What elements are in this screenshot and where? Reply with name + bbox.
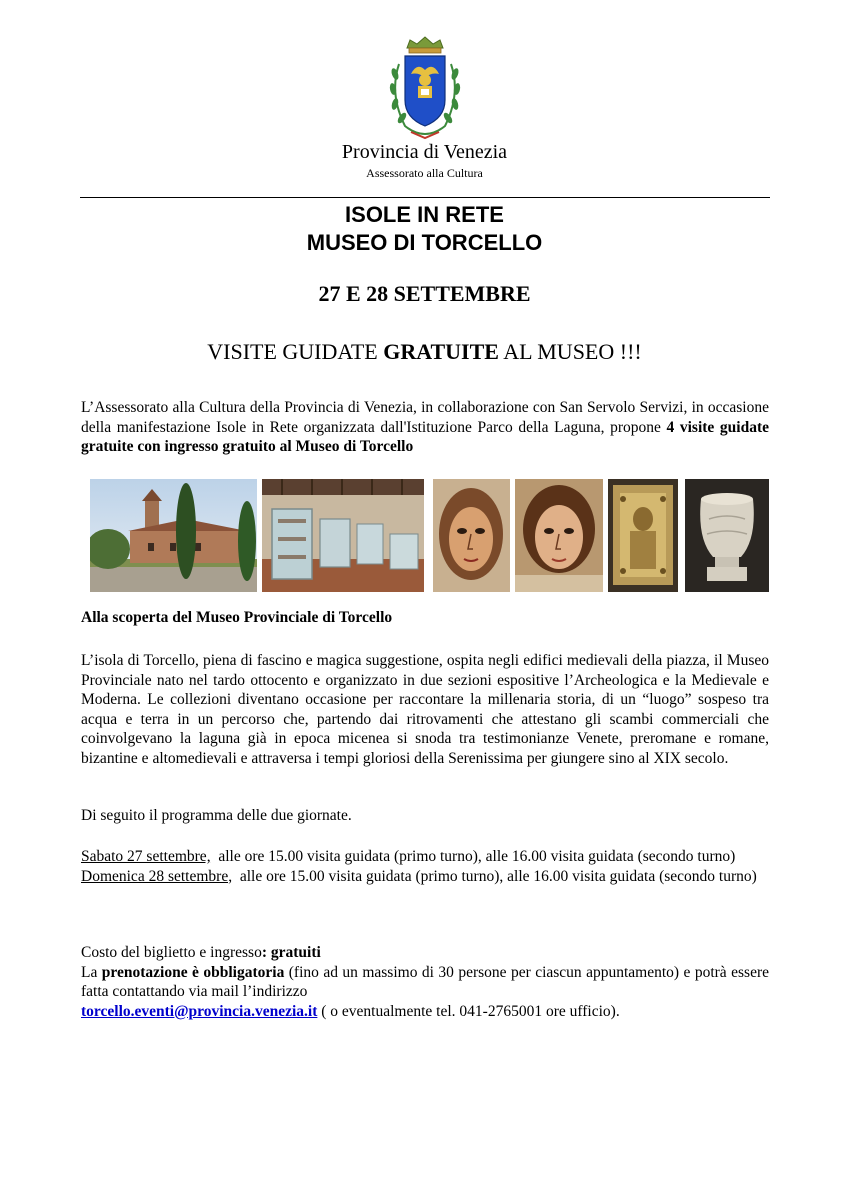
- stone-vase-image: [685, 479, 769, 592]
- visits-text-pre: VISITE GUIDATE: [207, 339, 384, 364]
- intro-paragraph: [81, 398, 769, 457]
- program-schedule: [81, 847, 769, 886]
- organization-department: Assessorato alla Cultura: [366, 166, 483, 180]
- mosaic-face-image-left: [433, 479, 510, 592]
- program-intro: Di seguito il programma delle due giornate.: [81, 807, 352, 824]
- golden-altarpiece-image: [608, 479, 678, 592]
- museum-interior-photo: [262, 479, 424, 592]
- mosaic-face-image-right: [515, 479, 603, 592]
- booking-text: (fino ad un massimo di 30 persone per ciascun appuntamento) e potrà essere fatta contattando via mail l’indirizzo: [81, 963, 769, 1000]
- museum-photo-strip: [90, 479, 769, 592]
- booking-pre: La: [81, 963, 102, 981]
- golden-altarpiece-photo: [608, 479, 678, 592]
- visits-text-post: AL MUSEO !!!: [498, 339, 642, 364]
- schedule-day-1: [81, 847, 769, 867]
- stone-vase-photo: [685, 479, 769, 592]
- email-link[interactable]: torcello.eventi@provincia.venezia.it: [81, 1002, 318, 1020]
- torcello-exterior-image: [90, 479, 257, 592]
- intro-text: L’Assessorato alla Cultura della Provincia di Venezia, in collaborazione con San Servolo Servizi, in occasione della manifestazione Isole in Rete organizzata dall'Istituzione Parco della Laguna, propone: [81, 399, 769, 436]
- cost-label: Costo del biglietto e ingresso: [81, 944, 262, 961]
- section-heading: Alla scoperta del Museo Provinciale di Torcello: [81, 609, 393, 626]
- schedule-day-2: [81, 867, 769, 887]
- day1-text: alle ore 15.00 visita guidata (primo turno), alle 16.00 visita guidata (secondo turno): [210, 848, 736, 865]
- organization-name: Provincia di Venezia: [341, 141, 508, 163]
- event-title: ISOLE IN RETE: [345, 202, 504, 227]
- booking-line: [81, 963, 769, 1002]
- booking-required: prenotazione è obbligatoria: [101, 963, 285, 981]
- mosaic-face-photo-right: [515, 479, 603, 592]
- ticket-info: [81, 943, 769, 1021]
- event-date: 27 E 28 SETTEMBRE: [318, 281, 531, 306]
- mosaic-face-photo-left: [433, 479, 510, 592]
- header-divider: [80, 197, 770, 198]
- coat-of-arms-icon: [385, 34, 465, 144]
- museum-interior-image: [262, 479, 424, 592]
- museum-title: MUSEO DI TORCELLO: [306, 230, 543, 255]
- day2-text: alle ore 15.00 visita guidata (primo turno), alle 16.00 visita guidata (secondo turno): [232, 867, 757, 885]
- contact-line: [81, 1002, 769, 1022]
- cost-value: : gratuiti: [261, 944, 321, 961]
- day1-label: Sabato 27 settembre,: [81, 848, 211, 865]
- torcello-exterior-photo: [90, 479, 257, 592]
- province-coat-of-arms: [385, 34, 465, 144]
- cost-line: [81, 943, 769, 963]
- visits-text-bold: GRATUITE: [383, 339, 499, 364]
- free-visits-heading: [0, 339, 849, 365]
- contact-text: ( o eventualmente tel. 041-2765001 ore ufficio).: [317, 1002, 620, 1020]
- day2-label: Domenica 28 settembre,: [81, 867, 233, 885]
- intro-bold-text: 4 visite guidate gratuite con ingresso gratuito al Museo di Torcello: [81, 418, 769, 455]
- museum-description: L’isola di Torcello, piena di fascino e magica suggestione, ospita negli edifici medievali della piazza, il Museo Provinciale nato nel tardo ottocento e organizzato in due sezioni espositive l’Archeologica e la Medievale e Moderna. Le collezioni diventano occasione per raccontare la millenaria storia, di un “luogo” sospeso tra acqua e terra in un percorso che, partendo dai ritrovamenti che attestano gli scambi commerciali che coinvolgevano la laguna già in epoca micenea si snoda tra testimonianze Venete, preromane e romane, bizantine e altomedievali e attraversa i tempi gloriosi della Serenissima per giungere sino al XIX secolo.: [81, 652, 769, 767]
